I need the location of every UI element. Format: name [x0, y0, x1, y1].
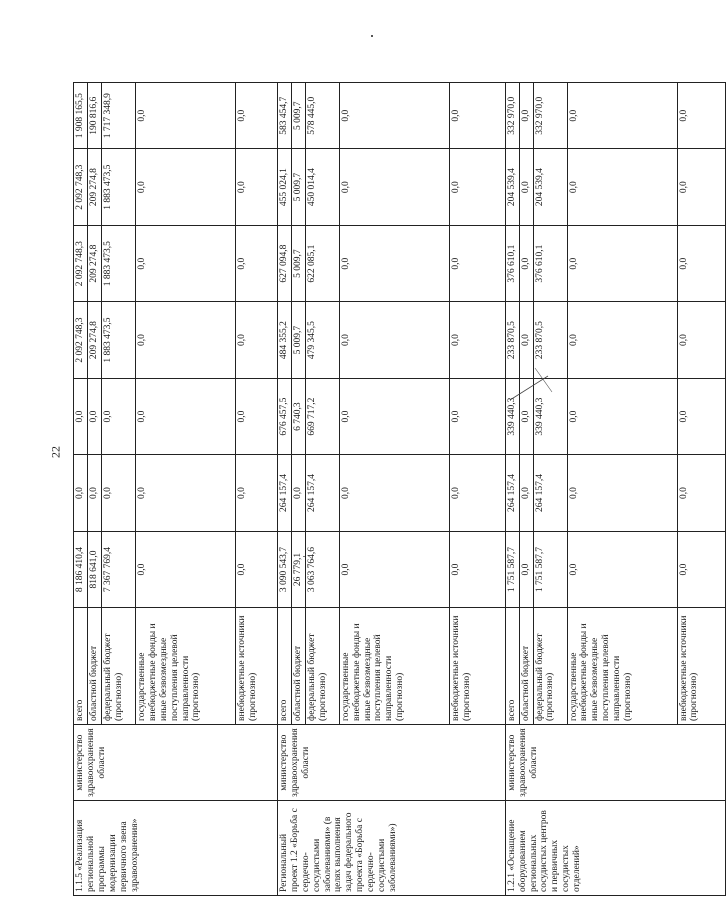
funding-source: внебюджетные источники (прогнозно) [677, 608, 725, 725]
amount-cell: 0,0 [339, 455, 449, 531]
amount-cell: 0,0 [339, 378, 449, 454]
amount-cell: 339 440,3 [505, 378, 519, 454]
funding-source: государственные внебюджетные фонды и иные безвозмездные поступления целевой направленности (прогнозно) [339, 608, 449, 725]
amount-cell: 264 157,4 [533, 455, 567, 531]
amount-cell: 0,0 [677, 83, 725, 149]
amount-cell: 1 883 473,5 [101, 225, 135, 301]
amount-cell: 0,0 [74, 378, 88, 454]
amount-cell: 3 090 543,7 [277, 531, 291, 607]
amount-cell: 622 085,1 [305, 225, 339, 301]
amount-cell: 1 883 473,5 [101, 302, 135, 378]
amount-cell: 0,0 [74, 455, 88, 531]
funding-source: областной бюджет [519, 608, 533, 725]
amount-cell: 0,0 [235, 378, 277, 454]
amount-cell: 0,0 [677, 531, 725, 607]
amount-cell: 0,0 [677, 225, 725, 301]
amount-cell: 233 870,5 [505, 302, 519, 378]
amount-cell: 0,0 [449, 302, 505, 378]
amount-cell: 0,0 [677, 455, 725, 531]
amount-cell: 0,0 [519, 455, 533, 531]
amount-cell: 264 157,4 [305, 455, 339, 531]
amount-cell: 0,0 [235, 531, 277, 607]
amount-cell: 2 092 748,3 [74, 149, 88, 225]
amount-cell: 0,0 [567, 225, 677, 301]
amount-cell: 479 345,5 [305, 302, 339, 378]
amount-cell: 0,0 [519, 83, 533, 149]
amount-cell: 1 908 165,5 [74, 83, 88, 149]
funding-source: государственные внебюджетные фонды и иные безвозмездные поступления целевой направленности (прогнозно) [567, 608, 677, 725]
funding-source: всего [277, 608, 291, 725]
amount-cell: 0,0 [101, 378, 135, 454]
amount-cell: 0,0 [235, 83, 277, 149]
funding-source: федеральный бюджет (прогнозно) [533, 608, 567, 725]
amount-cell: 1 717 348,9 [101, 83, 135, 149]
amount-cell: 0,0 [677, 302, 725, 378]
amount-cell: 0,0 [87, 455, 101, 531]
amount-cell: 0,0 [519, 531, 533, 607]
amount-cell: 5 009,7 [291, 83, 305, 149]
amount-cell: 264 157,4 [505, 455, 519, 531]
amount-cell: 233 870,5 [533, 302, 567, 378]
amount-cell: 0,0 [235, 302, 277, 378]
funding-source: федеральный бюджет (прогнозно) [101, 608, 135, 725]
amount-cell: 7 367 769,4 [101, 531, 135, 607]
amount-cell: 0,0 [449, 378, 505, 454]
amount-cell: 0,0 [567, 149, 677, 225]
amount-cell: 0,0 [677, 378, 725, 454]
executor: министерство здравоохранения области [505, 724, 725, 800]
amount-cell: 332 970,0 [533, 83, 567, 149]
amount-cell: 5 009,7 [291, 225, 305, 301]
amount-cell: 0,0 [135, 83, 235, 149]
amount-cell: 1 751 587,7 [533, 531, 567, 607]
amount-cell: 0,0 [135, 225, 235, 301]
amount-cell: 0,0 [519, 302, 533, 378]
amount-cell: 0,0 [135, 302, 235, 378]
amount-cell: 5 009,7 [291, 149, 305, 225]
amount-cell: 0,0 [339, 83, 449, 149]
amount-cell: 26 779,1 [291, 531, 305, 607]
amount-cell: 0,0 [567, 378, 677, 454]
amount-cell: 264 157,4 [277, 455, 291, 531]
funding-source: внебюджетные источники (прогнозно) [449, 608, 505, 725]
funding-source: всего [505, 608, 519, 725]
amount-cell: 0,0 [101, 455, 135, 531]
amount-cell: 484 355,2 [277, 302, 291, 378]
amount-cell: 209 274,8 [87, 302, 101, 378]
funding-source: государственные внебюджетные фонды и иные безвозмездные поступления целевой направленности (прогнозно) [135, 608, 235, 725]
amount-cell: 0,0 [567, 455, 677, 531]
amount-cell: 583 454,7 [277, 83, 291, 149]
amount-cell: 0,0 [291, 455, 305, 531]
amount-cell: 450 014,4 [305, 149, 339, 225]
amount-cell: 204 539,4 [533, 149, 567, 225]
amount-cell: 0,0 [449, 149, 505, 225]
amount-cell: 376 610,1 [505, 225, 519, 301]
amount-cell: 190 816,6 [87, 83, 101, 149]
amount-cell: 339 440,3 [533, 378, 567, 454]
amount-cell: 669 717,2 [305, 378, 339, 454]
amount-cell: 0,0 [519, 149, 533, 225]
amount-cell: 332 970,0 [505, 83, 519, 149]
amount-cell: 0,0 [339, 531, 449, 607]
amount-cell: 0,0 [449, 83, 505, 149]
amount-cell: 0,0 [567, 83, 677, 149]
amount-cell: 0,0 [519, 225, 533, 301]
funding-source: всего [74, 608, 88, 725]
amount-cell: 0,0 [339, 225, 449, 301]
amount-cell: 0,0 [339, 302, 449, 378]
amount-cell: 0,0 [135, 378, 235, 454]
amount-cell: 0,0 [235, 455, 277, 531]
executor: министерство здравоохранения области [74, 724, 278, 800]
amount-cell: 0,0 [449, 225, 505, 301]
funding-source: внебюджетные источники (прогнозно) [235, 608, 277, 725]
amount-cell: 455 024,1 [277, 149, 291, 225]
amount-cell: 0,0 [235, 149, 277, 225]
amount-cell: 0,0 [449, 531, 505, 607]
amount-cell: 0,0 [135, 531, 235, 607]
amount-cell: 1 883 473,5 [101, 149, 135, 225]
amount-cell: 627 094,8 [277, 225, 291, 301]
amount-cell: 209 274,8 [87, 225, 101, 301]
amount-cell: 0,0 [135, 149, 235, 225]
amount-cell: 0,0 [567, 531, 677, 607]
amount-cell: 578 445,0 [305, 83, 339, 149]
amount-cell: 0,0 [519, 378, 533, 454]
amount-cell: 0,0 [677, 149, 725, 225]
amount-cell: 2 092 748,3 [74, 225, 88, 301]
funding-source: областной бюджет [87, 608, 101, 725]
amount-cell: 1 751 587,7 [505, 531, 519, 607]
executor: министерство здравоохранения области [277, 724, 505, 800]
page-number: 22 [48, 446, 63, 458]
amount-cell: 0,0 [339, 149, 449, 225]
funding-source: областной бюджет [291, 608, 305, 725]
measure-name: 1.1.5 «Реализация региональной программы модернизации первичного звена здравоохранения» [74, 801, 278, 896]
funding-source: федеральный бюджет (прогнозно) [305, 608, 339, 725]
amount-cell: 6 740,3 [291, 378, 305, 454]
amount-cell: 3 063 764,6 [305, 531, 339, 607]
amount-cell: 204 539,4 [505, 149, 519, 225]
amount-cell: 0,0 [449, 455, 505, 531]
amount-cell: 0,0 [235, 225, 277, 301]
amount-cell: 676 457,5 [277, 378, 291, 454]
amount-cell: 5 009,7 [291, 302, 305, 378]
amount-cell: 0,0 [567, 302, 677, 378]
amount-cell: 2 092 748,3 [74, 302, 88, 378]
measure-name: 1.2.1 «Оснащение оборудованием региональных сосудистых центров и первичных сосудистых отделений» [505, 801, 725, 896]
amount-cell: 0,0 [87, 378, 101, 454]
amount-cell: 209 274,8 [87, 149, 101, 225]
measure-name: Региональный проект 1.2 «Борьба с сердечно-сосудистыми заболеваниями» (в целях выполнения задач федерального проекта «Борьба с сердечно-сосудистыми заболеваниями») [277, 801, 505, 896]
amount-cell: 376 610,1 [533, 225, 567, 301]
amount-cell: 8 186 410,4 [74, 531, 88, 607]
amount-cell: 818 641,0 [87, 531, 101, 607]
amount-cell: 0,0 [135, 455, 235, 531]
